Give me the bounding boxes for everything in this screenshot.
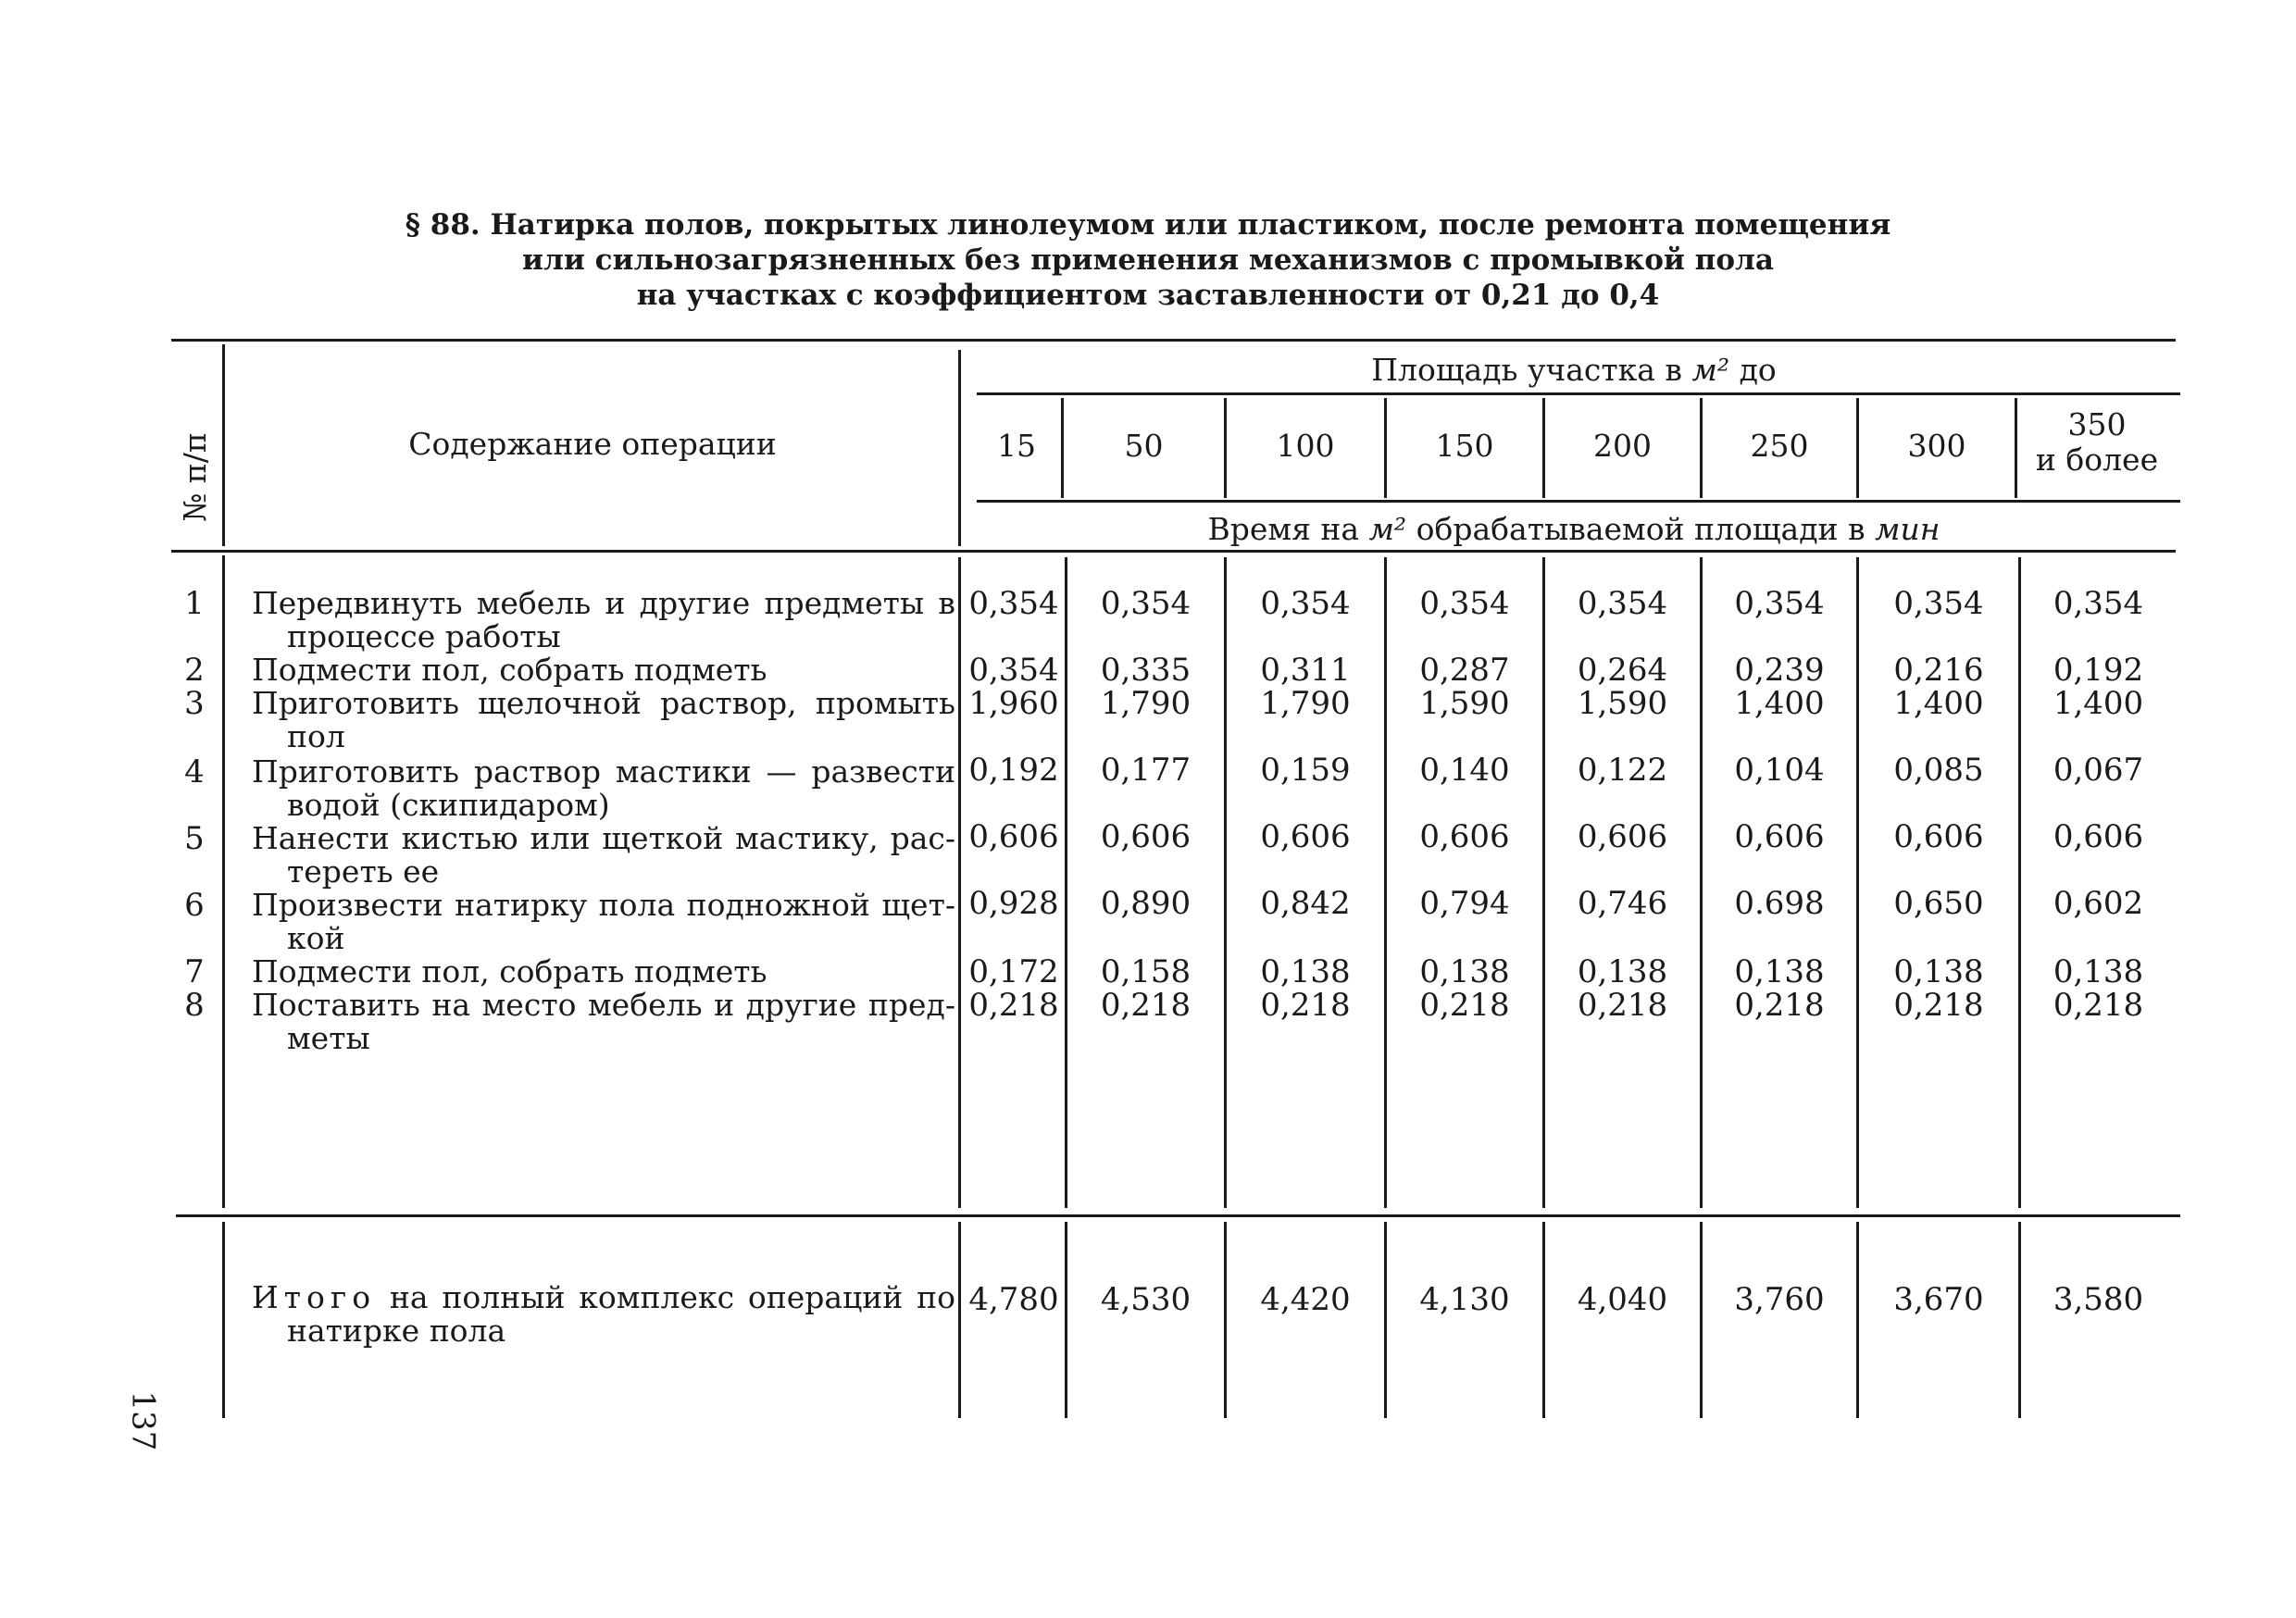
operation-line-2: пол	[287, 718, 345, 754]
operation-line-1: Подмести пол, собрать подметь	[252, 953, 767, 989]
num-column-header	[157, 431, 231, 522]
col-divider-150	[1542, 1222, 1545, 1418]
value-cell: 1,590	[1577, 685, 1668, 722]
value-cell: 0,606	[2053, 818, 2144, 855]
row-number: 8	[184, 987, 205, 1024]
total-value-cell: 4,420	[1260, 1281, 1351, 1318]
time-caption-end: мин	[1875, 511, 1940, 547]
value-cell: 0,218	[1100, 987, 1192, 1024]
operation-line-1: Подмести пол, собрать подметь	[252, 652, 767, 688]
value-cell: 0,172	[968, 953, 1059, 990]
col-divider-300	[2018, 1222, 2021, 1418]
col-divider-50	[1224, 1222, 1227, 1418]
row-number: 7	[184, 953, 205, 990]
operation-text	[252, 822, 955, 889]
col-divider-operation	[958, 350, 961, 546]
value-cell: 0,218	[2053, 987, 2144, 1024]
area-header-100: 100	[1276, 428, 1335, 464]
value-cell: 0,140	[1419, 752, 1510, 789]
area-caption-rule	[977, 392, 2180, 395]
value-cell: 0,335	[1100, 652, 1192, 689]
operation-line-1: Поставить на место мебель и другие пред-	[252, 987, 955, 1023]
value-cell: 0,606	[968, 818, 1059, 855]
value-cell: 0,239	[1734, 652, 1825, 689]
value-cell: 1,400	[1893, 685, 1984, 722]
operation-text	[252, 687, 955, 753]
area-header-and-more: и более	[2035, 442, 2159, 478]
value-cell: 0,138	[1419, 953, 1510, 990]
time-caption-prefix: Время на	[1207, 511, 1369, 547]
col-divider-200	[1700, 1222, 1703, 1418]
value-cell: 0,138	[2053, 953, 2144, 990]
value-cell: 0,890	[1100, 885, 1192, 922]
value-cell: 0,192	[968, 752, 1059, 789]
area-caption-suffix: до	[1729, 352, 1777, 388]
value-cell: 0,354	[1577, 585, 1668, 622]
col-divider-15	[1065, 1222, 1067, 1418]
value-cell: 0,842	[1260, 885, 1351, 922]
value-cell: 0,794	[1419, 885, 1510, 922]
value-cell: 0,104	[1734, 752, 1825, 789]
time-caption-middle: обрабатываемой площади в	[1406, 511, 1876, 547]
operation-text	[252, 955, 955, 989]
value-cell: 0,602	[2053, 885, 2144, 922]
value-cell: 0,177	[1100, 752, 1192, 789]
row-number: 3	[184, 685, 205, 722]
time-caption-unit: м²	[1368, 511, 1407, 547]
value-cell: 0,159	[1260, 752, 1351, 789]
total-text	[252, 1281, 955, 1348]
total-value-cell: 3,580	[2053, 1281, 2144, 1318]
value-cell: 0,158	[1100, 953, 1192, 990]
value-cell: 0,606	[1419, 818, 1510, 855]
col-divider-300	[2015, 398, 2017, 498]
section-title	[278, 207, 2018, 313]
value-cell: 0,354	[2053, 585, 2144, 622]
value-cell: 0,354	[968, 585, 1059, 622]
col-divider-100	[1384, 1222, 1387, 1418]
table-top-rule	[171, 339, 2176, 342]
value-cell: 0,354	[1419, 585, 1510, 622]
time-caption	[972, 511, 2176, 547]
operation-line-1: Произвести натирку пола подножной щет-	[252, 887, 955, 923]
total-line-2: натирке пола	[287, 1313, 506, 1349]
area-header-15: 15	[997, 428, 1036, 464]
area-header-300: 300	[1907, 428, 1966, 464]
total-value-cell: 4,780	[968, 1281, 1059, 1318]
total-line-1	[252, 1281, 955, 1314]
value-cell: 0,650	[1893, 885, 1984, 922]
value-cell: 0,085	[1893, 752, 1984, 789]
value-cell: 0,606	[1893, 818, 1984, 855]
value-cell: 0,138	[1893, 953, 1984, 990]
title-line-1: § 88. Натирка полов, покрытых линолеумом или пластиком, после ремонта помещения	[405, 208, 1891, 242]
title-line-2: или сильнозагрязненных без применения механизмов с промывкой пола	[522, 243, 1774, 277]
value-cell: 1,400	[1734, 685, 1825, 722]
value-cell: 0,067	[2053, 752, 2144, 789]
value-cell: 0,746	[1577, 885, 1668, 922]
value-cell: 0,311	[1260, 652, 1351, 689]
value-cell: 0,138	[1734, 953, 1825, 990]
value-cell: 0,606	[1577, 818, 1668, 855]
operation-column-header: Содержание операции	[408, 426, 777, 462]
operation-text	[252, 587, 955, 653]
area-header-350: 350	[2067, 406, 2127, 442]
value-cell: 0,122	[1577, 752, 1668, 789]
col-divider-num	[222, 555, 225, 1208]
operation-line-1: Передвинуть мебель и другие предметы в	[252, 585, 955, 621]
operation-text	[252, 653, 955, 687]
value-cell: 0,138	[1260, 953, 1351, 990]
header-bottom-rule	[171, 550, 2176, 553]
total-value-cell: 4,530	[1100, 1281, 1192, 1318]
area-header-350-more	[2018, 407, 2176, 478]
body-bottom-rule	[176, 1214, 2180, 1217]
value-cell: 0,354	[968, 652, 1059, 689]
col-divider-operation	[958, 557, 961, 1208]
value-cell: 0,354	[1100, 585, 1192, 622]
value-cell: 0,354	[1893, 585, 1984, 622]
operation-line-1: Приготовить раствор мастики — развести	[252, 753, 955, 790]
area-header-200: 200	[1593, 428, 1652, 464]
row-number: 1	[184, 585, 205, 622]
value-cell: 0,606	[1100, 818, 1192, 855]
value-cell: 0,287	[1419, 652, 1510, 689]
value-cell: 0,216	[1893, 652, 1984, 689]
area-values-rule	[977, 500, 2180, 503]
value-cell: 0,928	[968, 885, 1059, 922]
area-caption-unit: м²	[1691, 352, 1730, 388]
value-cell: 0,354	[1734, 585, 1825, 622]
row-number: 5	[184, 820, 205, 857]
value-cell: 0,218	[1893, 987, 1984, 1024]
row-number: 4	[184, 753, 205, 790]
area-caption-prefix: Площадь участка в	[1371, 352, 1692, 388]
operation-line-2: водой (скипидаром)	[287, 787, 610, 823]
value-cell: 0,606	[1260, 818, 1351, 855]
num-column-header-text: № п/п	[176, 431, 213, 522]
value-cell: 0,264	[1577, 652, 1668, 689]
operation-line-1: Приготовить щелочной раствор, промыть	[252, 685, 955, 721]
value-cell: 1,960	[968, 685, 1059, 722]
value-cell: 1,790	[1260, 685, 1351, 722]
operation-line-2: кой	[287, 920, 345, 956]
row-number: 2	[184, 652, 205, 689]
value-cell: 0,218	[1419, 987, 1510, 1024]
area-header-150: 150	[1435, 428, 1494, 464]
col-divider-num	[222, 1222, 225, 1418]
value-cell: 0.698	[1734, 885, 1825, 922]
total-value-cell: 3,670	[1893, 1281, 1984, 1318]
page-number-text: 137	[124, 1390, 161, 1451]
area-header-250: 250	[1750, 428, 1809, 464]
row-number: 6	[184, 887, 205, 924]
operation-line-1: Нанести кистью или щеткой мастику, рас-	[252, 820, 955, 856]
value-cell: 0,218	[1577, 987, 1668, 1024]
operation-line-2: меты	[287, 1020, 370, 1056]
value-cell: 0,192	[2053, 652, 2144, 689]
total-value-cell: 3,760	[1734, 1281, 1825, 1318]
total-value-cell: 4,040	[1577, 1281, 1668, 1318]
operation-text	[252, 989, 955, 1055]
total-value-cell: 4,130	[1419, 1281, 1510, 1318]
title-line-3: на участках с коэффициентом заставленности от 0,21 до 0,4	[636, 279, 1660, 312]
value-cell: 0,606	[1734, 818, 1825, 855]
operation-text	[252, 889, 955, 955]
page-number	[115, 1390, 170, 1451]
total-label: Итого	[252, 1279, 377, 1315]
operation-line-2: тереть ее	[287, 853, 440, 890]
value-cell: 0,218	[1734, 987, 1825, 1024]
value-cell: 1,590	[1419, 685, 1510, 722]
area-caption	[972, 352, 2176, 388]
operation-text	[252, 755, 955, 822]
area-header-50: 50	[1124, 428, 1164, 464]
value-cell: 0,354	[1260, 585, 1351, 622]
col-divider-250	[1856, 1222, 1859, 1418]
total-line-1-rest: на полный комплекс операций по	[376, 1279, 955, 1315]
operation-line-2: процессе работы	[287, 618, 561, 654]
col-divider-operation	[958, 1222, 961, 1418]
value-cell: 0,218	[968, 987, 1059, 1024]
value-cell: 0,138	[1577, 953, 1668, 990]
value-cell: 1,400	[2053, 685, 2144, 722]
value-cell: 0,218	[1260, 987, 1351, 1024]
value-cell: 1,790	[1100, 685, 1192, 722]
